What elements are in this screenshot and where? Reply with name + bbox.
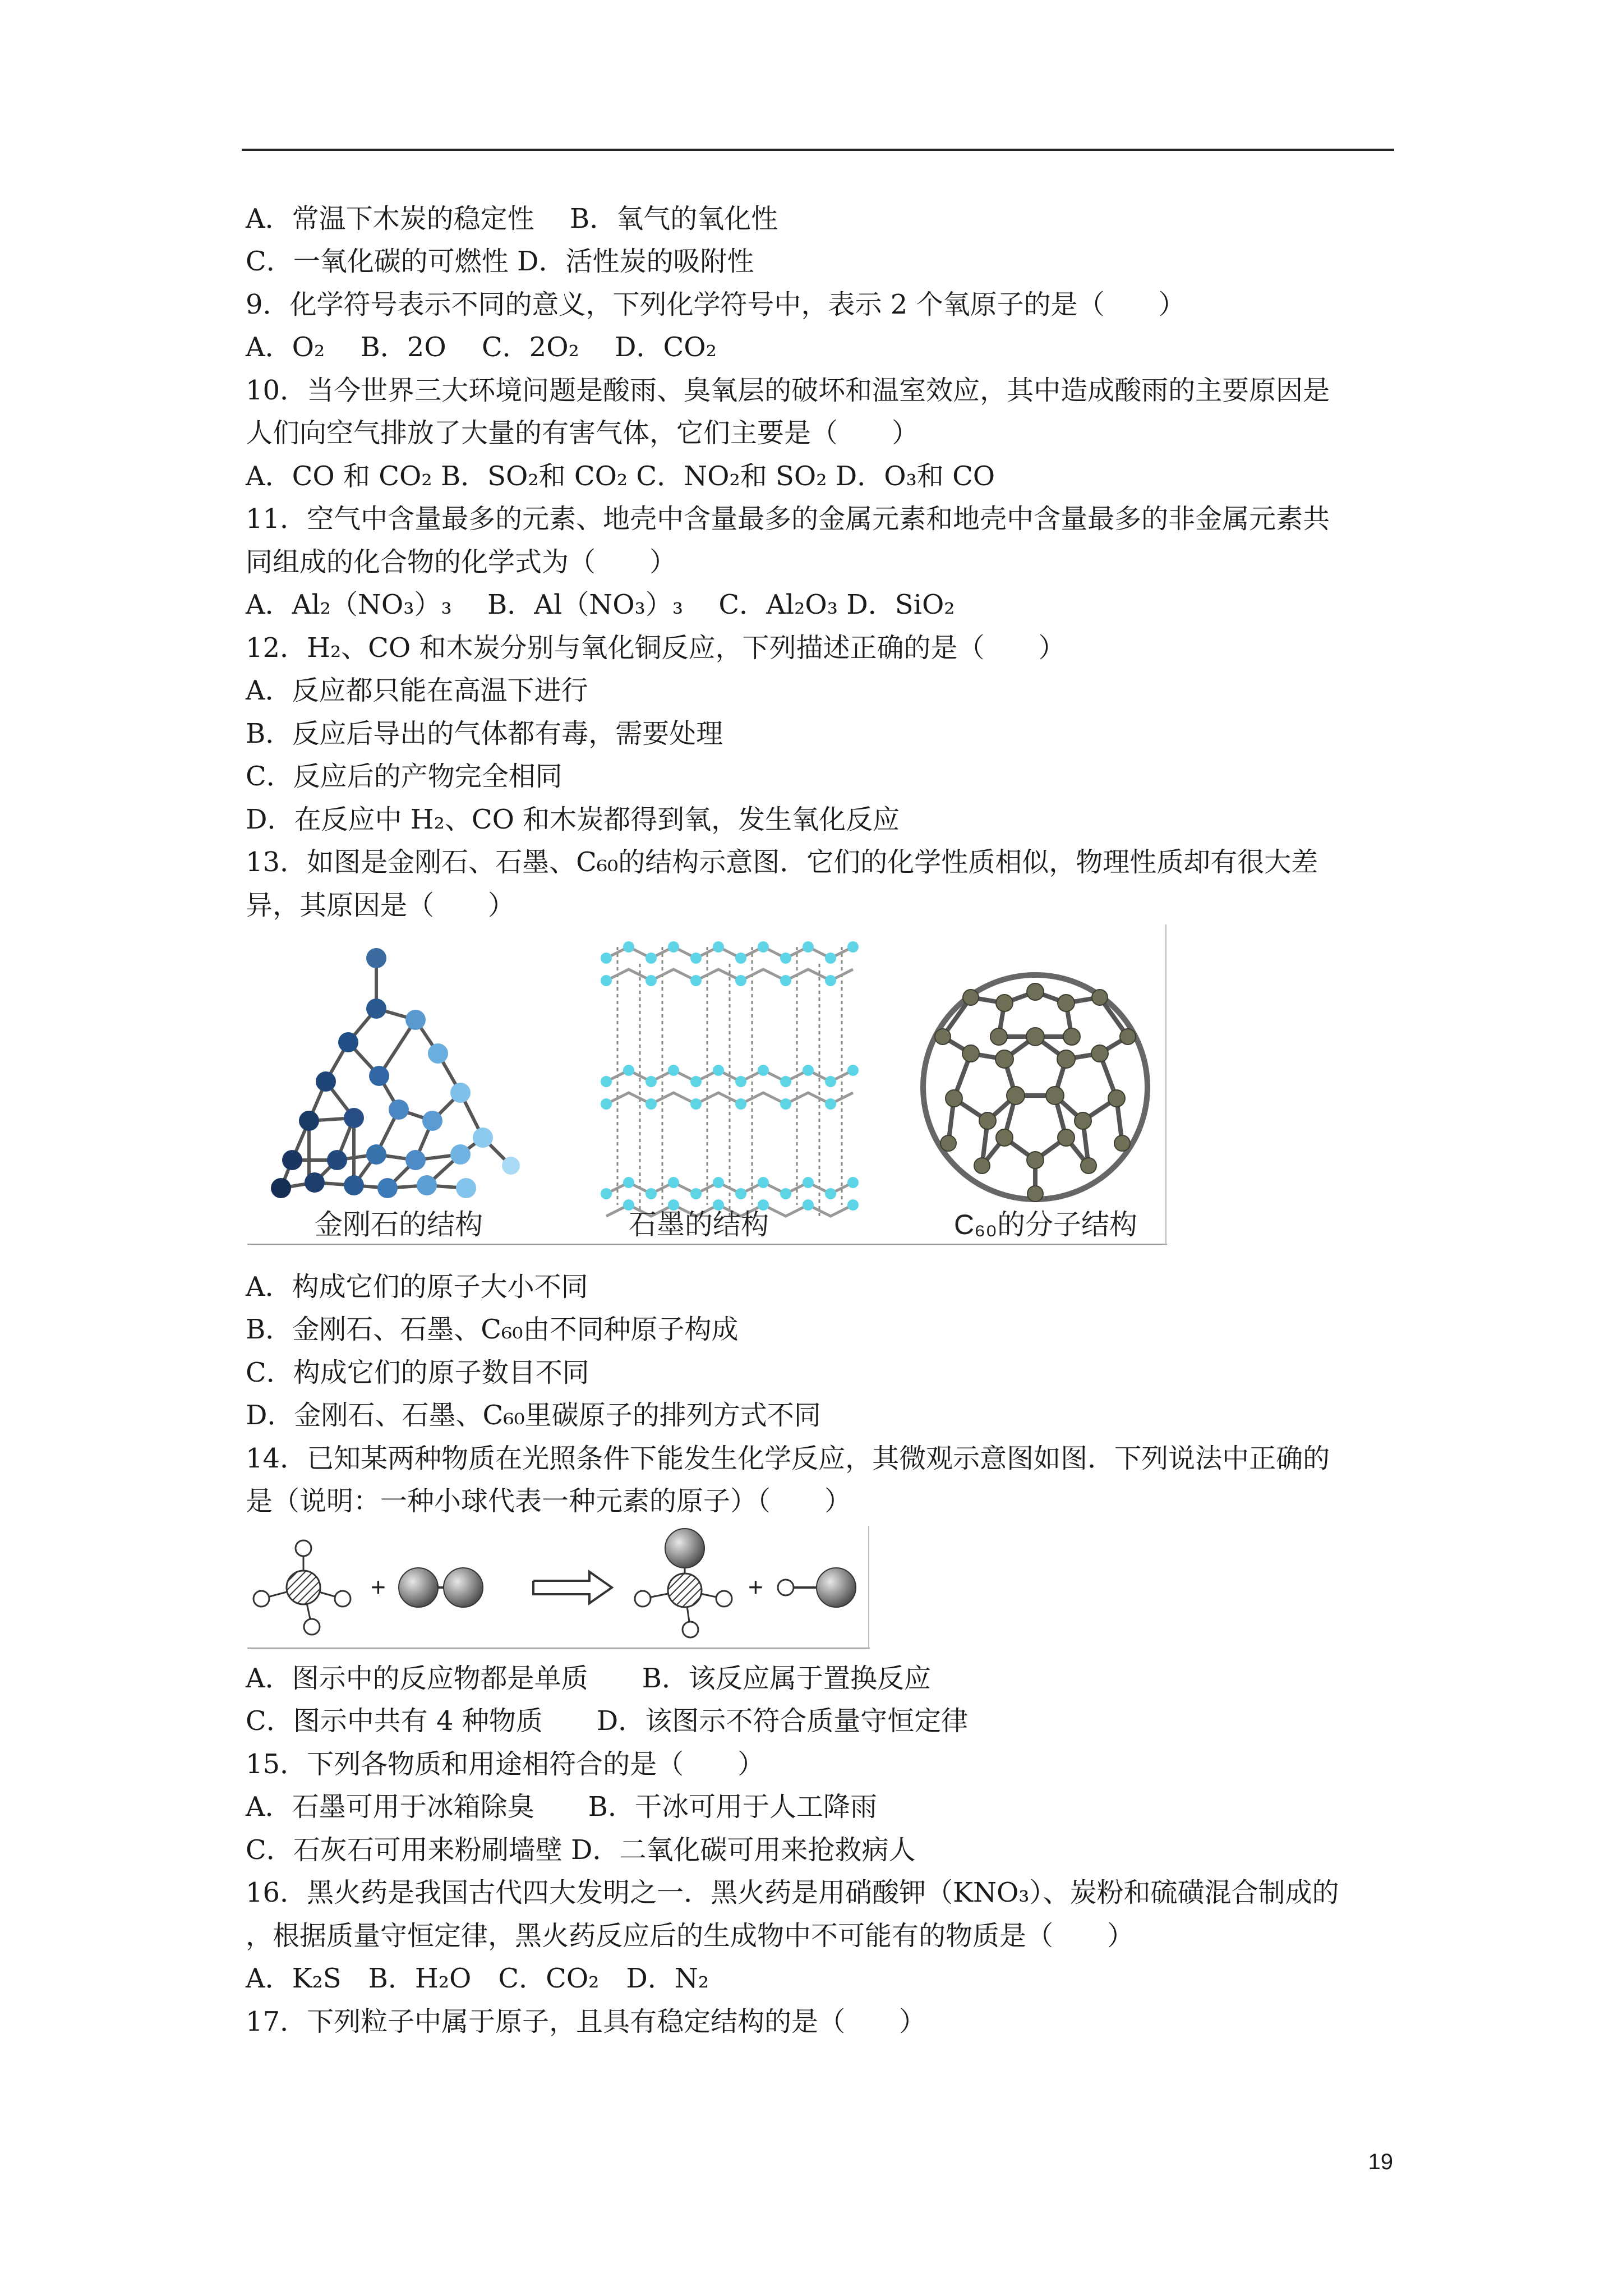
caption-c60: C₆₀的分子结构 <box>954 1209 1138 1240</box>
question-11-line-1: 11．空气中含量最多的元素、地壳中含量最多的金属元素和地壳中含量最多的非金属元素共 <box>246 503 1330 535</box>
question-11-line-2: 同组成的化合物的化学式为（ ） <box>246 546 677 578</box>
question-10-line-2: 人们向空气排放了大量的有害气体，它们主要是（ ） <box>246 417 919 449</box>
q8-option-line-1: A．常温下木炭的稳定性 B．氧气的氧化性 <box>246 203 778 234</box>
q15-options-line-2: C．石灰石可用来粉刷墙壁 D．二氧化碳可用来抢救病人 <box>246 1834 916 1866</box>
question-9: 9．化学符号表示不同的意义，下列化学符号中，表示 2 个氧原子的是（ ） <box>246 289 1186 320</box>
q8-option-line-2: C．一氧化碳的可燃性 D．活性炭的吸附性 <box>246 246 754 277</box>
q9-options: A．O₂ B．2O C．2O₂ D．CO₂ <box>246 332 717 363</box>
product-ch3cl-molecule <box>635 1529 732 1637</box>
question-13-line-2: 异，其原因是（ ） <box>246 890 515 921</box>
q12-option-a: A．反应都只能在高温下进行 <box>246 675 588 706</box>
header-rule <box>242 149 1394 151</box>
question-13-line-1: 13．如图是金刚石、石墨、C₆₀的结构示意图．它们的化学性质相似，物理性质却有很大差 <box>246 846 1318 878</box>
question-15: 15．下列各物质和用途相符合的是（ ） <box>246 1749 765 1780</box>
reactant-cl2-molecule <box>399 1568 483 1607</box>
q12-option-c: C．反应后的产物完全相同 <box>246 761 562 792</box>
question-12: 12．H₂、CO 和木炭分别与氧化铜反应，下列描述正确的是（ ） <box>246 632 1066 664</box>
q14-options-line-1: A．图示中的反应物都是单质 B．该反应属于置换反应 <box>246 1663 931 1694</box>
reactant-ch4-molecule <box>253 1540 351 1635</box>
plus-sign-2: + <box>748 1572 763 1602</box>
c60-structure-image <box>923 975 1147 1202</box>
question-17: 17．下列粒子中属于原子，且具有稳定结构的是（ ） <box>246 2006 926 2037</box>
q15-options-line-1: A．石墨可用于冰箱除臭 B．干冰可用于人工降雨 <box>246 1791 877 1823</box>
q14-options-line-2: C．图示中共有 4 种物质 D．该图示不符合质量守恒定律 <box>246 1705 969 1737</box>
question-16-line-2: ，根据质量守恒定律，黑火药反应后的生成物中不可能有的物质是（ ） <box>246 1920 1135 1952</box>
question-16-line-1: 16．黑火药是我国古代四大发明之一．黑火药是用硝酸钾（KNO₃）、炭粉和硫磺混合制成的 <box>246 1877 1339 1908</box>
q13-option-c: C．构成它们的原子数目不同 <box>246 1357 589 1388</box>
caption-diamond: 金刚石的结构 <box>315 1209 483 1240</box>
reaction-diagram <box>247 1526 870 1649</box>
question-14-line-1: 14．已知某两种物质在光照条件下能发生化学反应，其微观示意图如图．下列说法中正确的 <box>246 1443 1330 1474</box>
q10-options: A．CO 和 CO₂ B．SO₂和 CO₂ C．NO₂和 SO₂ D．O₃和 CO <box>246 461 995 492</box>
product-hcl-molecule <box>778 1568 856 1607</box>
q16-options: A．K₂S B．H₂O C．CO₂ D．N₂ <box>246 1963 709 1994</box>
q12-option-b: B．反应后导出的气体都有毒，需要处理 <box>246 718 723 749</box>
q13-option-d: D．金刚石、石墨、C₆₀里碳原子的排列方式不同 <box>246 1400 821 1431</box>
q12-option-d: D．在反应中 H₂、CO 和木炭都得到氧，发生氧化反应 <box>246 804 900 835</box>
caption-graphite: 石墨的结构 <box>629 1209 769 1240</box>
plus-sign-1: + <box>371 1572 386 1602</box>
page-number: 19 <box>1368 2150 1393 2174</box>
question-14-line-2: 是（说明：一种小球代表一种元素的原子）（ ） <box>246 1485 852 1517</box>
q13-option-b: B．金刚石、石墨、C₆₀由不同种原子构成 <box>246 1314 739 1345</box>
reaction-arrow-icon <box>533 1572 612 1603</box>
q11-options: A．Al₂（NO₃）₃ B．Al（NO₃）₃ C．Al₂O₃ D．SiO₂ <box>246 589 955 620</box>
question-10-line-1: 10．当今世界三大环境问题是酸雨、臭氧层的破坏和温室效应，其中造成酸雨的主要原因是 <box>246 375 1330 406</box>
q13-option-a: A．构成它们的原子大小不同 <box>246 1271 588 1303</box>
carbon-structures-figure <box>247 924 1167 1245</box>
